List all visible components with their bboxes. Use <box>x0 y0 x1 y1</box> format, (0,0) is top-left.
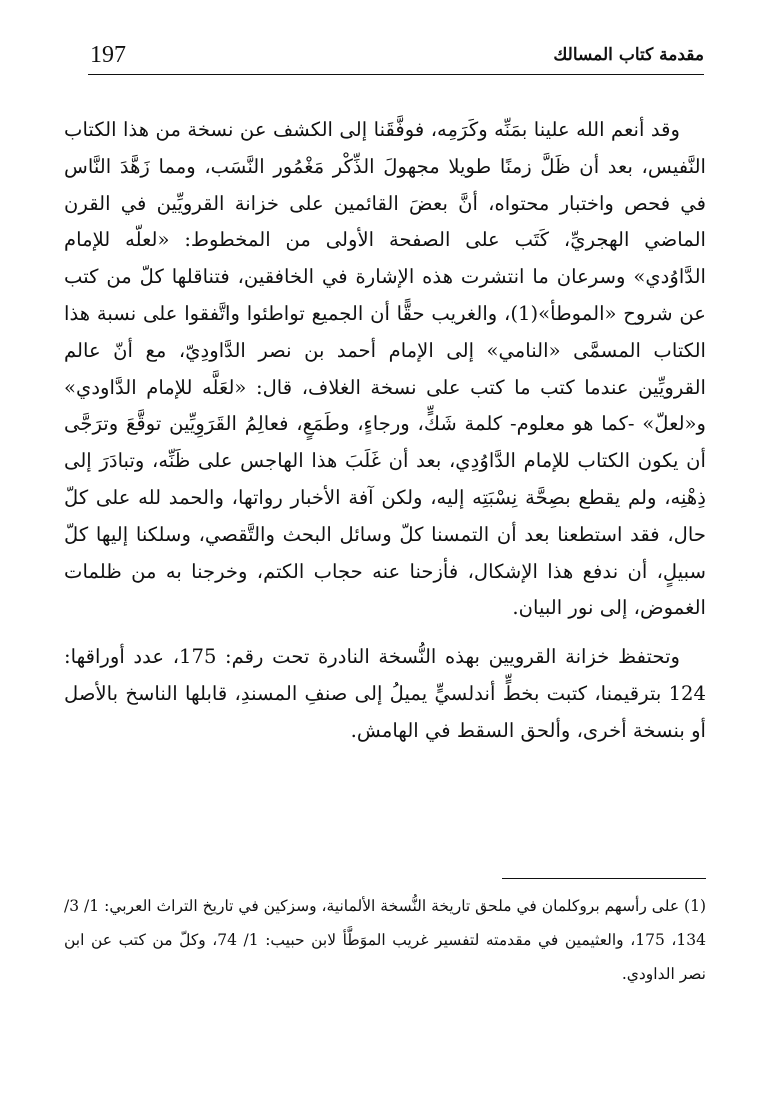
main-text <box>64 112 706 750</box>
page-header <box>88 38 704 74</box>
running-title: مقدمة كتاب المسالك <box>553 45 704 65</box>
paragraph-1: وقد أنعم الله علينا بمَنِّه وكَرَمِه، فوفَّقَنا إلى الكشف عن نسخة من هذا الكتاب النَّفيس، بعد أن ظَلَّ زمنًا طويلا مجهولَ الذِّكْر مَغْمُور النَّسَب، ومما زَهَّدَ النَّاس في فحص واختبار محتواه، أنَّ بعضَ القائمين على خزانة القرويِّين في القرن الماضي الهجريِّ، كَتَب على الصفحة الأولى من المخطوط: «لعلّه للإمام الدَّاوُدي» وسرعان ما انتشرت هذه الإشارة في الخافقين، فتناقلها كلّ من كتب عن شروح «الموطأ»(1)، والغريب حقًّا أن الجميع تواطئوا واتَّفقوا على نسبة هذا الكتاب المسمَّى «النامي» إلى الإمام أحمد بن نصر الدَّاودِيّ، مع أنّ عالم القرويِّين عندما كتب ما كتب على نسخة الغلاف، قال: «لعَلَّه للإمام الدَّاودي» و«لعلّ» -كما هو معلوم- كلمة شَكٍّ، ورجاءٍ، وطَمَعٍ، فعالِمُ القَرَوِيِّين توقَّعَ وترَجَّى أن يكون الكتاب للإمام الدَّاوُدِي، بعد أن غَلَبَ هذا الهاجس على ظَنِّه، وتبادَرَ إلى ذِهْنِه، ولم يقطع بصِحَّة نِسْبَتِه إليه، ولكن آفة الأخبار رواتها، والحمد لله على كلّ حال، فقد استطعنا بعد أن التمسنا كلّ وسائل البحث والتَّقصي، وسلكنا إليها كلّ سبيلٍ، أن ندفع هذا الإشكال، فأزحنا عنه حجاب الكتم، وخرجنا به من ظلمات الغموض، إلى نور البيان. <box>64 118 706 620</box>
page-number: 197 <box>90 42 126 68</box>
header-rule <box>88 74 704 75</box>
footnote-rule <box>502 878 706 879</box>
footnote-1: (1) على رأسهم بروكلمان في ملحق تاريخة النُّسخة الألمانية، وسزكين في تاريخ التراث العربي: 1/ 3/ 134، 175، والعثيمين في مقدمته لتفسير غريب الموَطَّأ لابن حبيب: 1/ 74، وكلّ من كتب عن ابن نصر الداودي. <box>64 897 707 983</box>
footnotes <box>64 889 706 991</box>
paragraph-2: وتحتفظ خزانة القرويين بهذه النُّسخة النادرة تحت رقم: 175، عدد أوراقها: 124 بترقيمنا، كتبت بخطٍّ أندلسيٍّ يميلُ إلى صنفِ المسندِ، قابلها الناسخ بالأصل أو بنسخة أخرى، وألحق السقط في الهامش. <box>64 645 706 742</box>
